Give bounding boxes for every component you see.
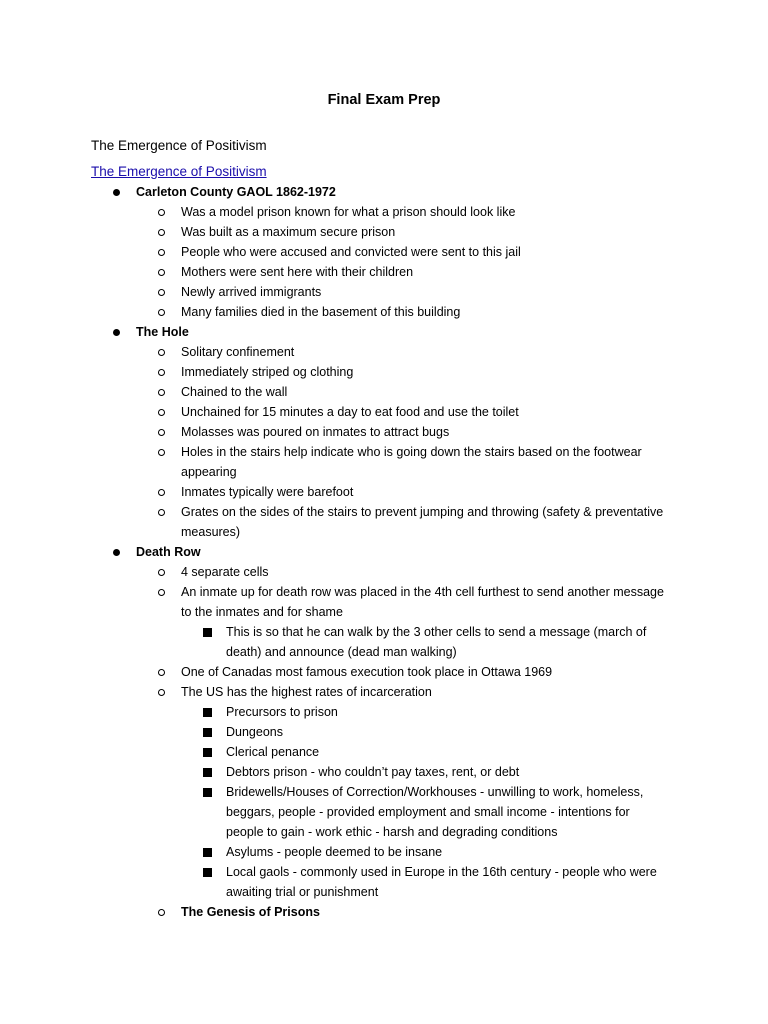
bullet-square-icon <box>203 782 212 803</box>
bullet-circle-icon <box>158 422 165 442</box>
bullet-circle-icon <box>158 242 165 262</box>
bullet-circle-icon <box>158 442 165 462</box>
list-item-continuation: death) and announce (dead man walking) <box>226 645 457 659</box>
bullet-circle-icon <box>158 342 165 362</box>
list-item: The Hole <box>136 325 189 339</box>
list-item: Newly arrived immigrants <box>181 285 322 299</box>
bullet-square-icon <box>203 742 212 763</box>
list-item-continuation: appearing <box>181 465 237 479</box>
bullet-circle-icon <box>158 662 165 682</box>
bullet-circle-icon <box>158 222 165 242</box>
bullet-square-icon <box>203 842 212 863</box>
list-item: Asylums - people deemed to be insane <box>226 845 443 859</box>
list-item: The Genesis of Prisons <box>181 905 320 919</box>
bullet-square-icon <box>203 722 212 743</box>
bullet-circle-icon <box>158 382 165 402</box>
list-item-continuation: beggars, people - provided employment and small income - intentions for <box>226 805 630 819</box>
section-link[interactable]: The Emergence of Positivism <box>91 164 267 179</box>
list-item: Death Row <box>136 545 201 559</box>
bullet-disc-icon <box>113 322 120 342</box>
list-item: An inmate up for death row was placed in the 4th cell furthest to send another message <box>181 585 664 599</box>
list-item: Local gaols - commonly used in Europe in the 16th century - people who were <box>226 865 657 879</box>
bullet-circle-icon <box>158 682 165 702</box>
list-item-continuation: to the inmates and for shame <box>181 605 343 619</box>
bullet-circle-icon <box>158 562 165 582</box>
bullet-square-icon <box>203 702 212 723</box>
list-item: Molasses was poured on inmates to attract bugs <box>181 425 450 439</box>
list-item: Was built as a maximum secure prison <box>181 225 396 239</box>
list-item: Precursors to prison <box>226 705 338 719</box>
list-item: Was a model prison known for what a prison should look like <box>181 205 516 219</box>
section-heading: The Emergence of Positivism <box>91 138 267 153</box>
list-item: Inmates typically were barefoot <box>181 485 354 499</box>
bullet-circle-icon <box>158 362 165 382</box>
bullet-square-icon <box>203 622 212 643</box>
bullet-disc-icon <box>113 542 120 562</box>
list-item: Dungeons <box>226 725 283 739</box>
bullet-circle-icon <box>158 502 165 522</box>
bullet-circle-icon <box>158 902 165 922</box>
bullet-square-icon <box>203 862 212 883</box>
list-item: The US has the highest rates of incarceration <box>181 685 432 699</box>
bullet-circle-icon <box>158 402 165 422</box>
bullet-circle-icon <box>158 282 165 302</box>
list-item: Grates on the sides of the stairs to prevent jumping and throwing (safety & preventative <box>181 505 664 519</box>
list-item: Mothers were sent here with their children <box>181 265 414 279</box>
list-item: People who were accused and convicted were sent to this jail <box>181 245 521 259</box>
list-item: Holes in the stairs help indicate who is going down the stairs based on the footwear <box>181 445 642 459</box>
list-item: Debtors prison - who couldn’t pay taxes, rent, or debt <box>226 765 520 779</box>
list-item-continuation: measures) <box>181 525 241 539</box>
bullet-circle-icon <box>158 302 165 322</box>
list-item: Carleton County GAOL 1862-1972 <box>136 185 336 199</box>
bullet-circle-icon <box>158 582 165 602</box>
list-item: Many families died in the basement of this building <box>181 305 461 319</box>
bullet-square-icon <box>203 762 212 783</box>
list-item: Unchained for 15 minutes a day to eat food and use the toilet <box>181 405 519 419</box>
list-item: This is so that he can walk by the 3 other cells to send a message (march of <box>226 625 647 639</box>
bullet-circle-icon <box>158 262 165 282</box>
list-item: Chained to the wall <box>181 385 288 399</box>
list-item: Bridewells/Houses of Correction/Workhouses - unwilling to work, homeless, <box>226 785 644 799</box>
list-item: Clerical penance <box>226 745 320 759</box>
bullet-circle-icon <box>158 202 165 222</box>
document-title: Final Exam Prep <box>327 92 441 108</box>
list-item: Solitary confinement <box>181 345 295 359</box>
list-item: 4 separate cells <box>181 565 269 579</box>
list-item: One of Canadas most famous execution took place in Ottawa 1969 <box>181 665 553 679</box>
bullet-circle-icon <box>158 482 165 502</box>
list-item-continuation: people to gain - work ethic - harsh and degrading conditions <box>226 825 558 839</box>
list-item: Immediately striped og clothing <box>181 365 354 379</box>
bullet-disc-icon <box>113 182 120 202</box>
list-item-continuation: awaiting trial or punishment <box>226 885 379 899</box>
